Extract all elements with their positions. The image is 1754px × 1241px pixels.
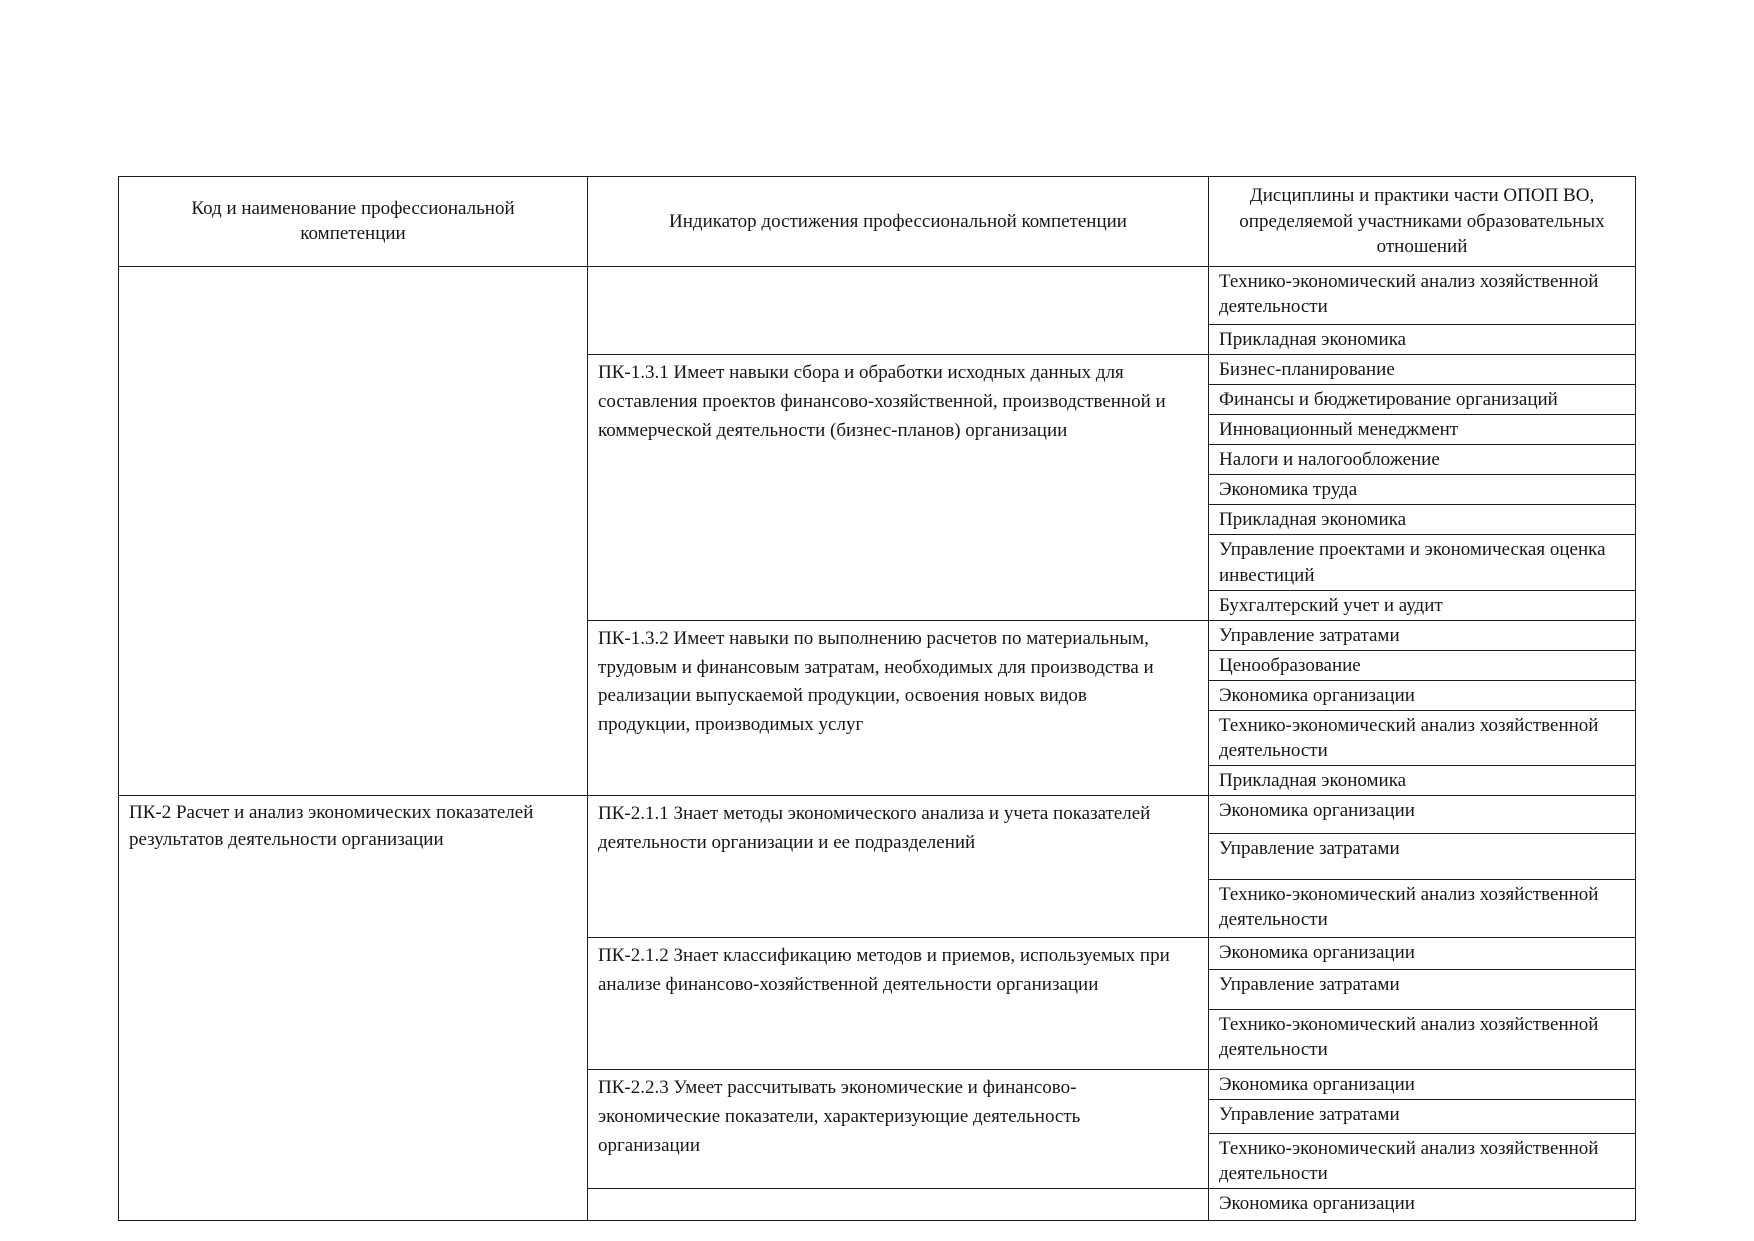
discipline-cell: Управление затратами bbox=[1209, 970, 1636, 1010]
discipline-cell: Экономика организации bbox=[1209, 680, 1636, 710]
discipline-cell: Технико-экономический анализ хозяйственной деятельности bbox=[1209, 1010, 1636, 1070]
discipline-cell: Ценообразование bbox=[1209, 650, 1636, 680]
indicator-cell-pk212: ПК-2.1.2 Знает классификацию методов и приемов, используемых при анализе финансово-хозяйственной деятельности организации bbox=[588, 938, 1209, 1070]
discipline-cell: Налоги и налогообложение bbox=[1209, 445, 1636, 475]
discipline-cell: Экономика труда bbox=[1209, 475, 1636, 505]
indicator-cell-empty-top bbox=[588, 266, 1209, 354]
discipline-cell: Управление затратами bbox=[1209, 1100, 1636, 1134]
table-row bbox=[119, 266, 1636, 324]
col-header-indicator: Индикатор достижения профессиональной компетенции bbox=[588, 177, 1209, 267]
discipline-cell: Экономика организации bbox=[1209, 1070, 1636, 1100]
competencies-table bbox=[118, 176, 1636, 1221]
table-header-row bbox=[119, 177, 1636, 267]
table-row bbox=[119, 796, 1636, 834]
col-header-competency: Код и наименование профессиональной компетенции bbox=[119, 177, 588, 267]
discipline-cell: Экономика организации bbox=[1209, 796, 1636, 834]
discipline-cell: Управление затратами bbox=[1209, 834, 1636, 880]
indicator-cell-pk132: ПК-1.3.2 Имеет навыки по выполнению расчетов по материальным, трудовым и финансовым затратам, необходимых для производства и реализации выпускаемой продукции, освоения новых видов продукции, производимых услуг bbox=[588, 620, 1209, 795]
discipline-cell: Прикладная экономика bbox=[1209, 505, 1636, 535]
competency-cell-pk2: ПК-2 Расчет и анализ экономических показателей результатов деятельности организации bbox=[119, 796, 588, 1221]
discipline-cell: Технико-экономический анализ хозяйственной деятельности bbox=[1209, 1134, 1636, 1189]
col-header-disciplines: Дисциплины и практики части ОПОП ВО, определяемой участниками образовательных отношений bbox=[1209, 177, 1636, 267]
discipline-cell: Прикладная экономика bbox=[1209, 324, 1636, 354]
indicator-cell-pk223: ПК-2.2.3 Умеет рассчитывать экономические и финансово-экономические показатели, характеризующие деятельность организации bbox=[588, 1070, 1209, 1189]
competency-cell-empty bbox=[119, 266, 588, 795]
discipline-cell: Технико-экономический анализ хозяйственной деятельности bbox=[1209, 266, 1636, 324]
discipline-cell: Управление затратами bbox=[1209, 620, 1636, 650]
discipline-cell: Технико-экономический анализ хозяйственной деятельности bbox=[1209, 710, 1636, 765]
discipline-cell: Бухгалтерский учет и аудит bbox=[1209, 590, 1636, 620]
discipline-cell: Управление проектами и экономическая оценка инвестиций bbox=[1209, 535, 1636, 590]
discipline-cell: Технико-экономический анализ хозяйственной деятельности bbox=[1209, 880, 1636, 938]
discipline-cell: Экономика организации bbox=[1209, 938, 1636, 970]
discipline-cell: Бизнес-планирование bbox=[1209, 355, 1636, 385]
indicator-cell-empty-bottom bbox=[588, 1189, 1209, 1221]
discipline-cell: Прикладная экономика bbox=[1209, 766, 1636, 796]
indicator-cell-pk211: ПК-2.1.1 Знает методы экономического анализа и учета показателей деятельности организации и ее подразделений bbox=[588, 796, 1209, 938]
discipline-cell: Экономика организации bbox=[1209, 1189, 1636, 1221]
discipline-cell: Инновационный менеджмент bbox=[1209, 415, 1636, 445]
discipline-cell: Финансы и бюджетирование организаций bbox=[1209, 385, 1636, 415]
indicator-cell-pk131: ПК-1.3.1 Имеет навыки сбора и обработки исходных данных для составления проектов финансово-хозяйственной, производственной и коммерческой деятельности (бизнес-планов) организации bbox=[588, 355, 1209, 621]
